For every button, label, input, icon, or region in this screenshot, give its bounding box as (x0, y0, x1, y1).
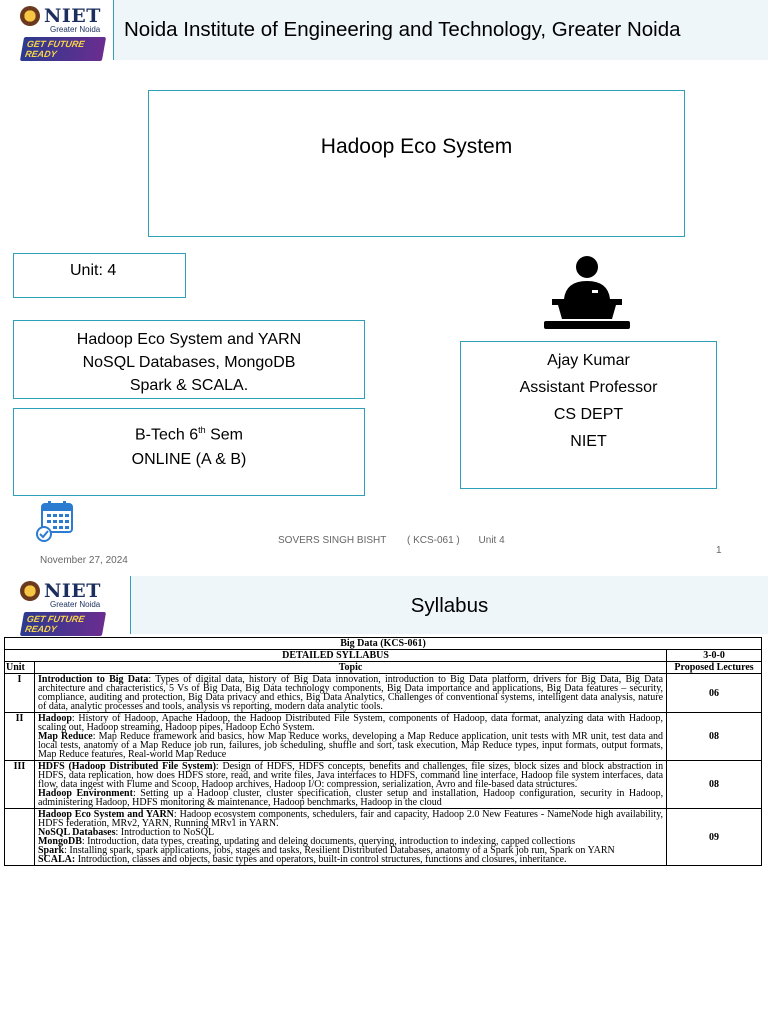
footer-code: ( KCS-061 ) (406, 535, 460, 546)
col-header-lectures: Proposed Lectures (667, 662, 762, 674)
topic-cell: Introduction to Big Data: Types of digital data, history of Big Data innovation, introduction to Big Data platform, drivers for Big Data, Big Data architecture and characteristics, 5 Vs of Big Data, Big Data technology components, Big Data importance and applications, Big Data features – security, compliance, auditing and protection, Big Data privacy and ethics, Big Data Analytics, Challenges of conventional systems, intelligent data analysis, nature of data, analytic processes and tools, analysis vs reporting, modern data analytic tools. (34, 674, 666, 713)
page-number: 1 (716, 545, 722, 556)
syllabus-table-wrapper (4, 637, 762, 866)
course-semester: B-Tech 6th Sem (135, 425, 243, 444)
unit-cell: III (5, 761, 35, 809)
institute-title: Noida Institute of Engineering and Technology, Greater Noida (124, 18, 681, 41)
presenter-name: Ajay Kumar (547, 352, 630, 369)
unit-box (13, 253, 186, 298)
course-box (13, 408, 365, 496)
niet-logo (20, 6, 112, 61)
topic-item: Spark & SCALA. (129, 377, 249, 394)
college-seal-icon (20, 6, 40, 26)
slide2-header-bar (130, 576, 768, 634)
topic-item: NoSQL Databases, MongoDB (82, 354, 296, 371)
main-title-box (148, 90, 685, 237)
logo-subtitle: Greater Noida (50, 25, 101, 34)
footer-author: SOVERS SINGH BISHT (278, 535, 387, 546)
topic-cell: Hadoop: History of Hadoop, Apache Hadoop, the Hadoop Distributed File System, components of Hadoop, data format, analyzing data with Hadoop, scaling out, Hadoop streaming, Hadoop pipes, Hadoop Echo System. Map Reduce: Map Reduce framework and basics, how Map Reduce works, developing a Map Reduce application, unit tests with MR unit, test data and local tests, anatomy of a Map Reduce job run, failures, job scheduling, shuffle and sort, task execution, Map Reduce types, input formats, output formats, Map Reduce features, Real-world Map Reduce (34, 713, 666, 761)
logo-name: NIET (44, 5, 101, 27)
lectures-cell: 09 (667, 809, 762, 866)
section-title-cell: DETAILED SYLLABUS (5, 650, 667, 662)
ltp-cell: 3-0-0 (667, 650, 762, 662)
topic-cell: Hadoop Eco System and YARN: Hadoop ecosystem components, schedulers, fair and capacity, Hadoop 2.0 New Features - NameNode high availability, HDFS federation, MRv2, YARN, Running MRv1 in YARN. NoSQL Databases: Introduction to NoSQL MongoDB: Introduction, data types, creating, updating and deleing documents, querying, introduction to indexing, capped collections Spark: Installing spark, spark applications, jobs, stages and tasks, Resilient Distributed Databases, anatomy of a Spark job run, Spark on YARN SCALA: Introduction, classes and objects, basic types and operators, built-in control structures, functions and closures, inheritance. (34, 809, 666, 866)
presenter-box (460, 341, 717, 489)
course-title-cell: Big Data (KCS-061) (5, 638, 762, 650)
lectures-cell: 08 (667, 713, 762, 761)
table-row (5, 674, 762, 713)
col-header-unit: Unit (5, 662, 35, 674)
lectures-cell: 06 (667, 674, 762, 713)
topic-cell: HDFS (Hadoop Distributed File System): Design of HDFS, HDFS concepts, benefits and challenges, file sizes, block sizes and block abstraction in HDFS, data replication, how does HDFS store, read, and write files, Java interfaces to HDFS, command line interface, Hadoop file system interfaces, data flow, data ingest with Flume and Scoop, Hadoop archives, Hadoop I/O: compression, serialization, Avro and file-based data structures. Hadoop Environment: Setting up a Hadoop cluster, cluster specification, cluster setup and installation, Hadoop configuration, security in Hadoop, administering Hadoop, HDFS monitoring & maintenance, Hadoop benchmarks, Hadoop in the cloud (34, 761, 666, 809)
syllabus-title: Syllabus (410, 594, 489, 617)
college-seal-icon (20, 581, 40, 601)
unit-cell: I (5, 674, 35, 713)
presenter-institute: NIET (570, 433, 607, 450)
logo-tagline: GET FUTURE READY (20, 612, 106, 636)
presenter-dept: CS DEPT (553, 406, 624, 423)
logo-name: NIET (44, 580, 101, 602)
unit-cell (5, 809, 35, 866)
logo-subtitle: Greater Noida (50, 600, 101, 609)
niet-logo (20, 581, 112, 636)
speaker-podium-icon (542, 255, 632, 331)
calendar-icon (36, 500, 76, 542)
slide1-header-bar (113, 0, 768, 60)
col-header-topic: Topic (34, 662, 666, 674)
table-row (5, 713, 762, 761)
topic-item: Hadoop Eco System and YARN (76, 331, 302, 348)
logo-tagline: GET FUTURE READY (20, 37, 106, 61)
table-row (5, 761, 762, 809)
footer-unit: Unit 4 (478, 535, 505, 546)
unit-label: Unit: 4 (70, 262, 117, 279)
lectures-cell: 08 (667, 761, 762, 809)
footer-date: November 27, 2024 (40, 555, 128, 566)
presenter-title: Assistant Professor (519, 379, 658, 396)
table-row (5, 809, 762, 866)
course-mode: ONLINE (A & B) (131, 451, 247, 469)
unit-cell: II (5, 713, 35, 761)
main-title: Hadoop Eco System (320, 135, 513, 158)
topics-box (13, 320, 365, 399)
footer-meta (278, 535, 505, 546)
syllabus-table (4, 637, 762, 866)
